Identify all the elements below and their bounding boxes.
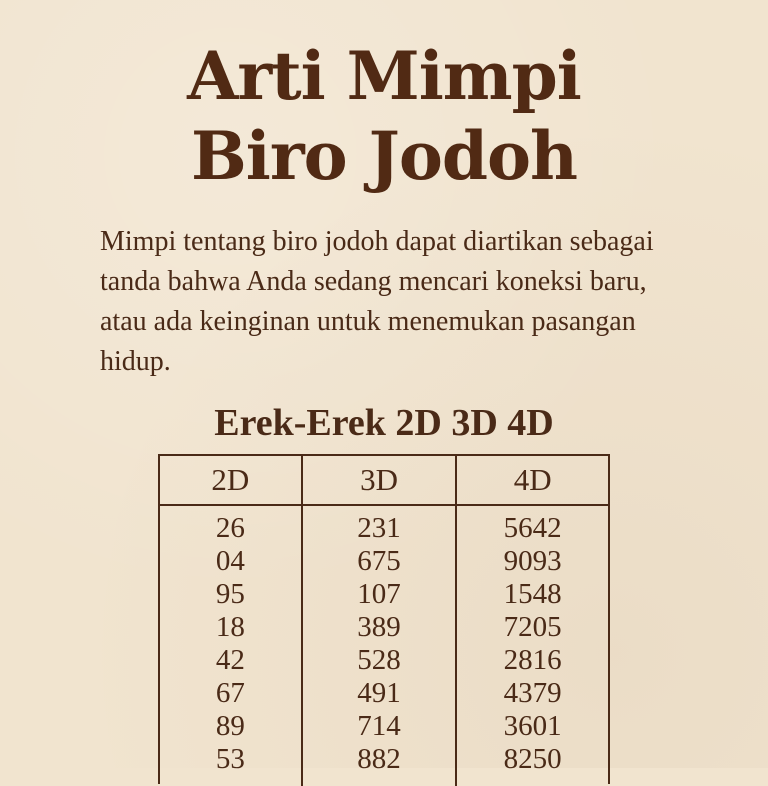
cell-4d: 3601 (503, 710, 562, 742)
table-body (160, 506, 608, 786)
cell-4d: 4379 (503, 677, 562, 709)
cell-2d: 18 (215, 611, 245, 643)
cell-2d: 67 (215, 677, 245, 709)
table-header-row (160, 456, 608, 506)
cell-3d: 107 (357, 578, 401, 610)
cell-2d: 95 (215, 578, 245, 610)
cell-3d: 491 (357, 677, 401, 709)
cell-2d: 26 (215, 512, 245, 544)
title-line-1: Arti Mimpi (187, 37, 581, 115)
cell-2d: 42 (215, 644, 245, 676)
cell-2d: 89 (215, 710, 245, 742)
cell-4d: 5642 (503, 512, 562, 544)
header-3d: 3D (303, 456, 458, 504)
column-3d (303, 506, 458, 786)
cell-3d: 675 (357, 545, 401, 577)
column-2d (160, 506, 303, 786)
cell-4d: 8250 (503, 743, 562, 775)
cell-3d: 528 (357, 644, 401, 676)
cell-3d: 231 (357, 512, 401, 544)
cell-3d: 714 (357, 710, 401, 742)
erek-erek-table (158, 454, 610, 784)
column-4d (457, 506, 608, 786)
cell-3d: 882 (357, 743, 401, 775)
table-title: Erek-Erek 2D 3D 4D (214, 402, 554, 444)
header-4d: 4D (513, 462, 552, 497)
cell-3d: 389 (357, 611, 401, 643)
intro-paragraph: Mimpi tentang biro jodoh dapat diartikan sebagai tanda bahwa Anda sedang mencari koneksi baru, atau ada keinginan untuk menemukan pasangan hidup. (100, 226, 654, 377)
page-title (0, 36, 768, 196)
cell-4d: 1548 (503, 578, 562, 610)
cell-2d: 04 (215, 545, 245, 577)
cell-4d: 9093 (503, 545, 562, 577)
cell-4d: 2816 (503, 644, 562, 676)
cell-2d: 53 (215, 743, 245, 775)
title-line-2: Biro Jodoh (190, 117, 578, 195)
header-2d: 2D (160, 456, 303, 504)
cell-4d: 7205 (503, 611, 562, 643)
